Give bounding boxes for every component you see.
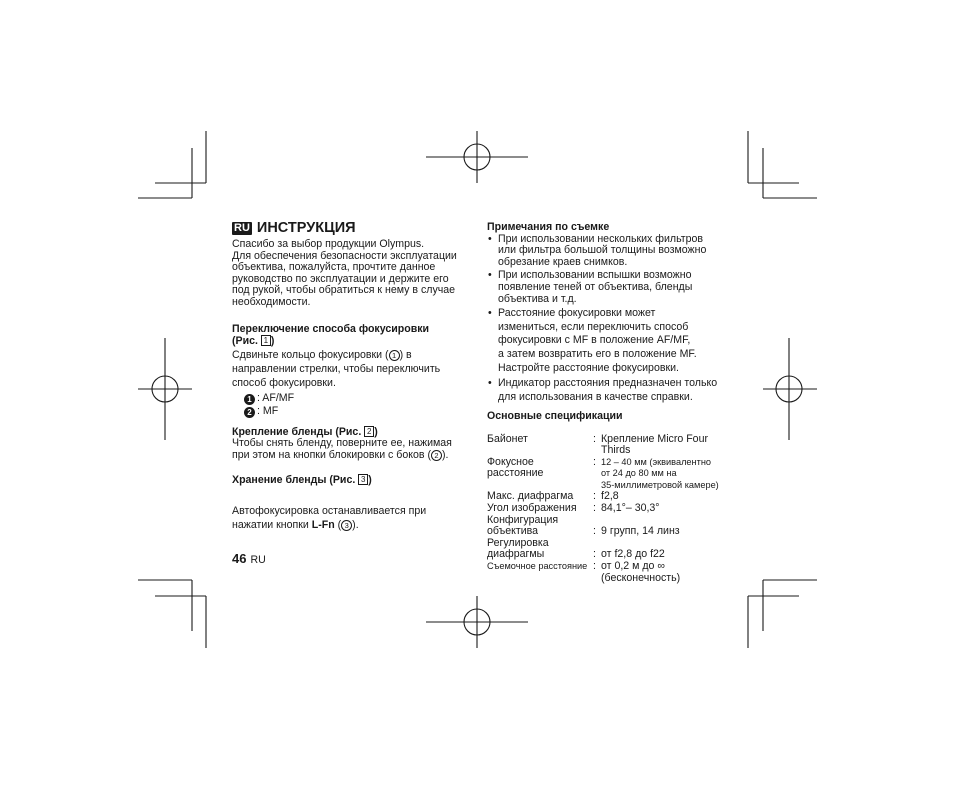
spec-value: от f2,8 до f22 <box>601 548 665 561</box>
body-line: направлении стрелки, чтобы переключить <box>232 362 441 375</box>
body-line: Сдвиньте кольцо фокусировки ( 1 ) в <box>232 348 412 361</box>
notes-list <box>487 234 732 405</box>
intro-line: Спасибо за выбор продукции Olympus. <box>232 238 425 250</box>
figure-number-box: 3 <box>358 474 368 485</box>
focus-switch-section <box>232 324 472 418</box>
spec-value: Крепление Micro Four Thirds <box>601 432 708 457</box>
figure-number-box: 1 <box>261 335 271 346</box>
body-line: при этом на кнопки блокировки с боков ( 2 ). <box>232 448 449 461</box>
intro-line: под рукой, чтобы обратиться к нему в случае <box>232 284 456 297</box>
intro-line: руководство по эксплуатации и держите его <box>232 272 449 285</box>
intro-paragraph <box>232 239 472 309</box>
circled-number: 2 <box>431 450 442 461</box>
spec-key: Макс. диафрагма <box>487 490 574 503</box>
mode-item: 1 : AF/MF <box>244 393 472 405</box>
body-line: нажатии кнопки L-Fn ( 3 ). <box>232 519 359 532</box>
circled-number: 3 <box>341 520 352 531</box>
language-badge: RU <box>234 221 250 234</box>
figure-number-box: 2 <box>364 426 374 437</box>
list-item: • Индикатор расстояния предназначен только для использования в качестве справки. <box>488 377 718 403</box>
notes-heading: Примечания по съемке <box>487 221 610 233</box>
spec-value: 9 групп, 14 линз <box>601 525 680 538</box>
circled-number: 1 <box>389 350 400 361</box>
filled-circle-number: 2 <box>244 407 255 418</box>
section-heading: Крепление бленды (Рис. 2 ) <box>232 425 378 438</box>
intro-line: объектива, пожалуйста, прочтите данное <box>232 261 436 274</box>
spec-key: Фокусное расстояние <box>487 455 544 480</box>
intro-line: необходимости. <box>232 295 311 308</box>
filled-circle-number: 1 <box>244 394 255 405</box>
hood-mount-section <box>232 426 472 462</box>
spec-value: 12 – 40 мм (эквивалентно от 24 до 80 мм на 35-миллиметровой камере) <box>601 456 719 490</box>
af-stop-section <box>232 504 472 532</box>
spec-value: от 0,2 м до ∞ (бесконечность) <box>601 560 681 584</box>
specs-table: Байонет : Крепление Micro Four Thirds Фокусное расстояние : 12 – 40 мм (эквивалентно от 24 до 80 мм на 35-миллиметровой камере) Макс. диафрагма : f2,8 Угол изображения : 84,1°– 30,3° Конфигурация объектива : 9 групп, 14 линз Регулировка диафрагмы : от f2,8 до f22 Съемочное расстояние : от 0,2 м до ∞ (бесконечность) <box>487 434 732 585</box>
hood-storage-section <box>232 474 472 487</box>
section-heading: Хранение бленды (Рис. 3 ) <box>232 473 372 486</box>
mode-item: 2 : MF <box>244 406 472 418</box>
list-item: • При использовании нескольких фильтров или фильтра большой толщины возможно обрезание краев снимков. <box>488 232 707 268</box>
body-line: способ фокусировки. <box>232 376 336 389</box>
spec-key: Угол изображения <box>487 502 577 515</box>
intro-line: Для обеспечения безопасности эксплуатации <box>232 249 457 262</box>
body-line: Чтобы снять бленду, поверните ее, нажимая <box>232 437 452 450</box>
lfn-button-label: L-Fn <box>311 519 335 532</box>
body-line: Автофокусировка останавливается при <box>232 505 427 518</box>
spec-key: Регулировка диафрагмы <box>487 536 549 561</box>
list-item: • Расстояние фокусировки может измениться, если переключить способ фокусировки с MF в положение AF/MF, а затем возвратить его в положение MF. Настройте расстояние фокусировки. <box>488 307 697 374</box>
list-item: • При использовании вспышки возможно появление теней от объектива, бленды объектива и т.д. <box>488 269 693 305</box>
page-number: 46 RU <box>232 551 266 566</box>
spec-key: Съемочное расстояние <box>487 561 588 572</box>
specs-heading: Основные спецификации <box>487 410 623 423</box>
focus-modes-list <box>244 393 472 418</box>
right-column <box>487 222 732 584</box>
section-heading: Переключение способа фокусировки (Рис. 1 ) <box>232 322 430 348</box>
spec-value: 84,1°– 30,3° <box>601 502 660 515</box>
spec-value: f2,8 <box>601 490 619 503</box>
spec-key: Конфигурация объектива <box>487 513 559 538</box>
section-title-row <box>232 220 472 236</box>
spec-key: Байонет <box>487 432 528 445</box>
left-column <box>232 220 472 532</box>
page-title: ИНСТРУКЦИЯ <box>256 220 356 236</box>
